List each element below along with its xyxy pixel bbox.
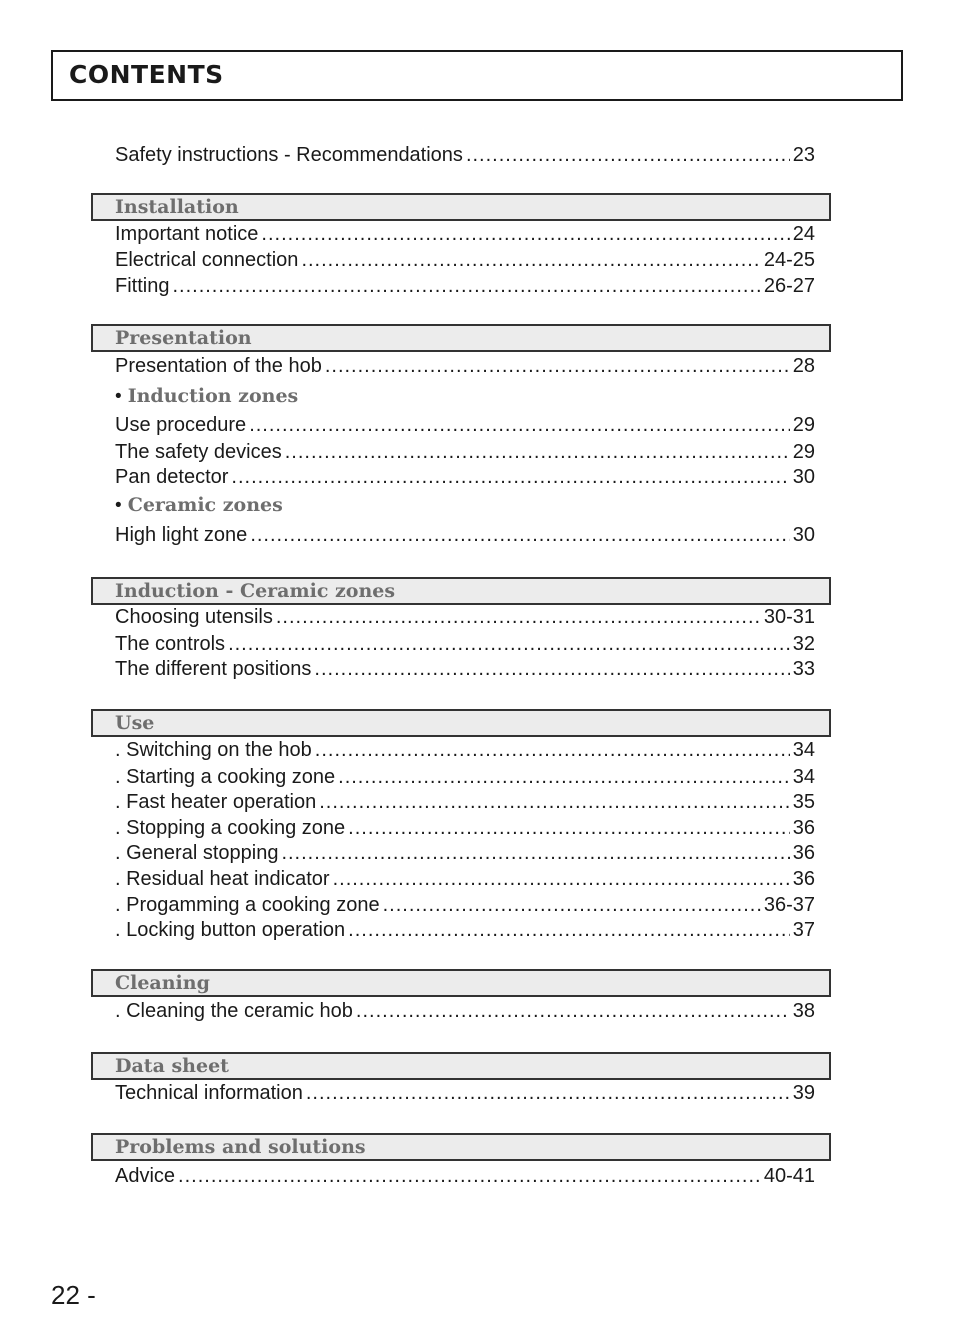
toc-entry-important-notice[interactable] [115, 221, 815, 247]
subheading-ceramic-zones [115, 492, 283, 518]
toc-entry-label: Electrical connection [115, 249, 299, 271]
toc-entry-locking-button[interactable] [115, 917, 815, 943]
toc-entry-label: Fitting [115, 275, 170, 297]
toc-entry-page: 24-25 [763, 249, 815, 271]
section-heading-use [91, 709, 831, 737]
toc-entry-technical-information[interactable] [115, 1080, 815, 1106]
toc-entry-stopping-zone[interactable] [115, 815, 815, 841]
dot-leader [301, 247, 760, 273]
toc-entry-page: 36 [792, 817, 815, 839]
dot-leader [356, 998, 790, 1024]
toc-entry-label: High light zone [115, 524, 248, 546]
toc-entry-page: 30 [792, 466, 815, 488]
dot-leader [249, 412, 790, 438]
toc-entry-label: Advice [115, 1165, 176, 1187]
toc-entry-starting-zone[interactable] [115, 764, 815, 790]
toc-entry-page: 40-41 [763, 1165, 815, 1187]
toc-entry-page: 38 [792, 1000, 815, 1022]
toc-entry-page: 26-27 [763, 275, 815, 297]
toc-entry-label: Technical information [115, 1082, 303, 1104]
dot-leader [250, 522, 789, 548]
toc-entry-presentation-of-hob[interactable] [115, 353, 815, 379]
toc-entry-page: 29 [792, 414, 815, 436]
dot-leader [319, 789, 790, 815]
dot-leader [333, 866, 790, 892]
toc-entry-page: 33 [792, 658, 815, 680]
toc-entry-label: . Progamming a cooking zone [115, 894, 380, 916]
toc-entry-page: 36 [792, 842, 815, 864]
toc-entry-label: . Switching on the hob [115, 739, 312, 761]
toc-entry-page: 36 [792, 868, 815, 890]
section-heading-data-sheet [91, 1052, 831, 1080]
toc-entry-label: . Residual heat indicator [115, 868, 330, 890]
dot-leader [172, 273, 760, 299]
toc-entry-label: Presentation of the hob [115, 355, 322, 377]
toc-entry-use-procedure[interactable] [115, 412, 815, 438]
contents-title-box [51, 50, 903, 101]
section-heading-label: Data sheet [115, 1055, 229, 1077]
toc-entry-label: . Stopping a cooking zone [115, 817, 346, 839]
dot-leader [281, 840, 789, 866]
dot-leader [285, 439, 790, 465]
section-heading-label: Presentation [115, 327, 252, 349]
dot-leader [178, 1163, 761, 1189]
dot-leader [306, 1080, 790, 1106]
dot-leader [348, 815, 790, 841]
section-heading-label: Cleaning [115, 972, 210, 994]
dot-leader [314, 656, 789, 682]
dot-leader [228, 631, 790, 657]
dot-leader [338, 764, 790, 790]
toc-entry-label: . Starting a cooking zone [115, 766, 336, 788]
toc-entry-fitting[interactable] [115, 273, 815, 299]
toc-entry-label: . Cleaning the ceramic hob [115, 1000, 353, 1022]
dot-leader [231, 464, 789, 490]
subheading-induction-zones [115, 383, 298, 409]
section-heading-induction-ceramic [91, 577, 831, 605]
toc-entry-electrical-connection[interactable] [115, 247, 815, 273]
toc-entry-label: Safety instructions - Recommendations [115, 144, 463, 166]
toc-entry-page: 37 [792, 919, 815, 941]
subheading-label: Ceramic zones [127, 494, 283, 516]
toc-entry-residual-heat[interactable] [115, 866, 815, 892]
toc-entry-page: 36-37 [763, 894, 815, 916]
toc-entry-label: Important notice [115, 223, 259, 245]
toc-entry-page: 35 [792, 791, 815, 813]
section-heading-label: Problems and solutions [115, 1136, 366, 1158]
toc-entry-different-positions[interactable] [115, 656, 815, 682]
toc-entry-label: . Fast heater operation [115, 791, 317, 813]
dot-leader [261, 221, 789, 247]
toc-entry-general-stopping[interactable] [115, 840, 815, 866]
bullet: • [115, 386, 122, 407]
toc-entry-page: 34 [792, 739, 815, 761]
toc-entry-label: Use procedure [115, 414, 247, 436]
toc-entry-label: The controls [115, 633, 226, 655]
page-title: CONTENTS [69, 60, 224, 89]
section-heading-label: Induction - Ceramic zones [115, 580, 396, 602]
toc-entry-choosing-utensils[interactable] [115, 604, 815, 630]
dot-leader [276, 604, 761, 630]
toc-entry-fast-heater[interactable] [115, 789, 815, 815]
dot-leader [466, 142, 790, 168]
toc-entry-cleaning-hob[interactable] [115, 998, 815, 1024]
dot-leader [325, 353, 790, 379]
dot-leader [348, 917, 790, 943]
toc-entry-page: 30-31 [763, 606, 815, 628]
section-heading-installation [91, 193, 831, 221]
toc-entry-advice[interactable] [115, 1163, 815, 1189]
toc-entry-label: . General stopping [115, 842, 279, 864]
toc-entry-controls[interactable] [115, 631, 815, 657]
toc-entry-label: Choosing utensils [115, 606, 273, 628]
section-heading-label: Use [115, 712, 155, 734]
bullet: • [115, 495, 122, 516]
section-heading-presentation [91, 324, 831, 352]
toc-entry-page: 24 [792, 223, 815, 245]
toc-entry-page: 29 [792, 441, 815, 463]
toc-entry-page: 30 [792, 524, 815, 546]
toc-entry-switching-on[interactable] [115, 737, 815, 763]
toc-entry-label: The different positions [115, 658, 312, 680]
toc-entry-high-light-zone[interactable] [115, 522, 815, 548]
toc-entry-programming-zone[interactable] [115, 892, 815, 918]
toc-entry-page: 39 [792, 1082, 815, 1104]
subheading-label: Induction zones [127, 385, 299, 407]
page-number: 22 - [51, 1280, 96, 1310]
toc-entry-page: 34 [792, 766, 815, 788]
section-heading-cleaning [91, 969, 831, 997]
toc-entry-safety-devices[interactable] [115, 439, 815, 465]
section-heading-label: Installation [115, 196, 239, 218]
dot-leader [315, 737, 790, 763]
toc-entry-label: The safety devices [115, 441, 282, 463]
section-heading-problems-solutions [91, 1133, 831, 1161]
dot-leader [383, 892, 761, 918]
toc-entry-pan-detector[interactable] [115, 464, 815, 490]
toc-entry-safety-instructions[interactable] [115, 142, 815, 168]
toc-entry-page: 32 [792, 633, 815, 655]
toc-entry-page: 28 [792, 355, 815, 377]
toc-entry-label: . Locking button operation [115, 919, 346, 941]
toc-entry-label: Pan detector [115, 466, 229, 488]
toc-entry-page: 23 [792, 144, 815, 166]
